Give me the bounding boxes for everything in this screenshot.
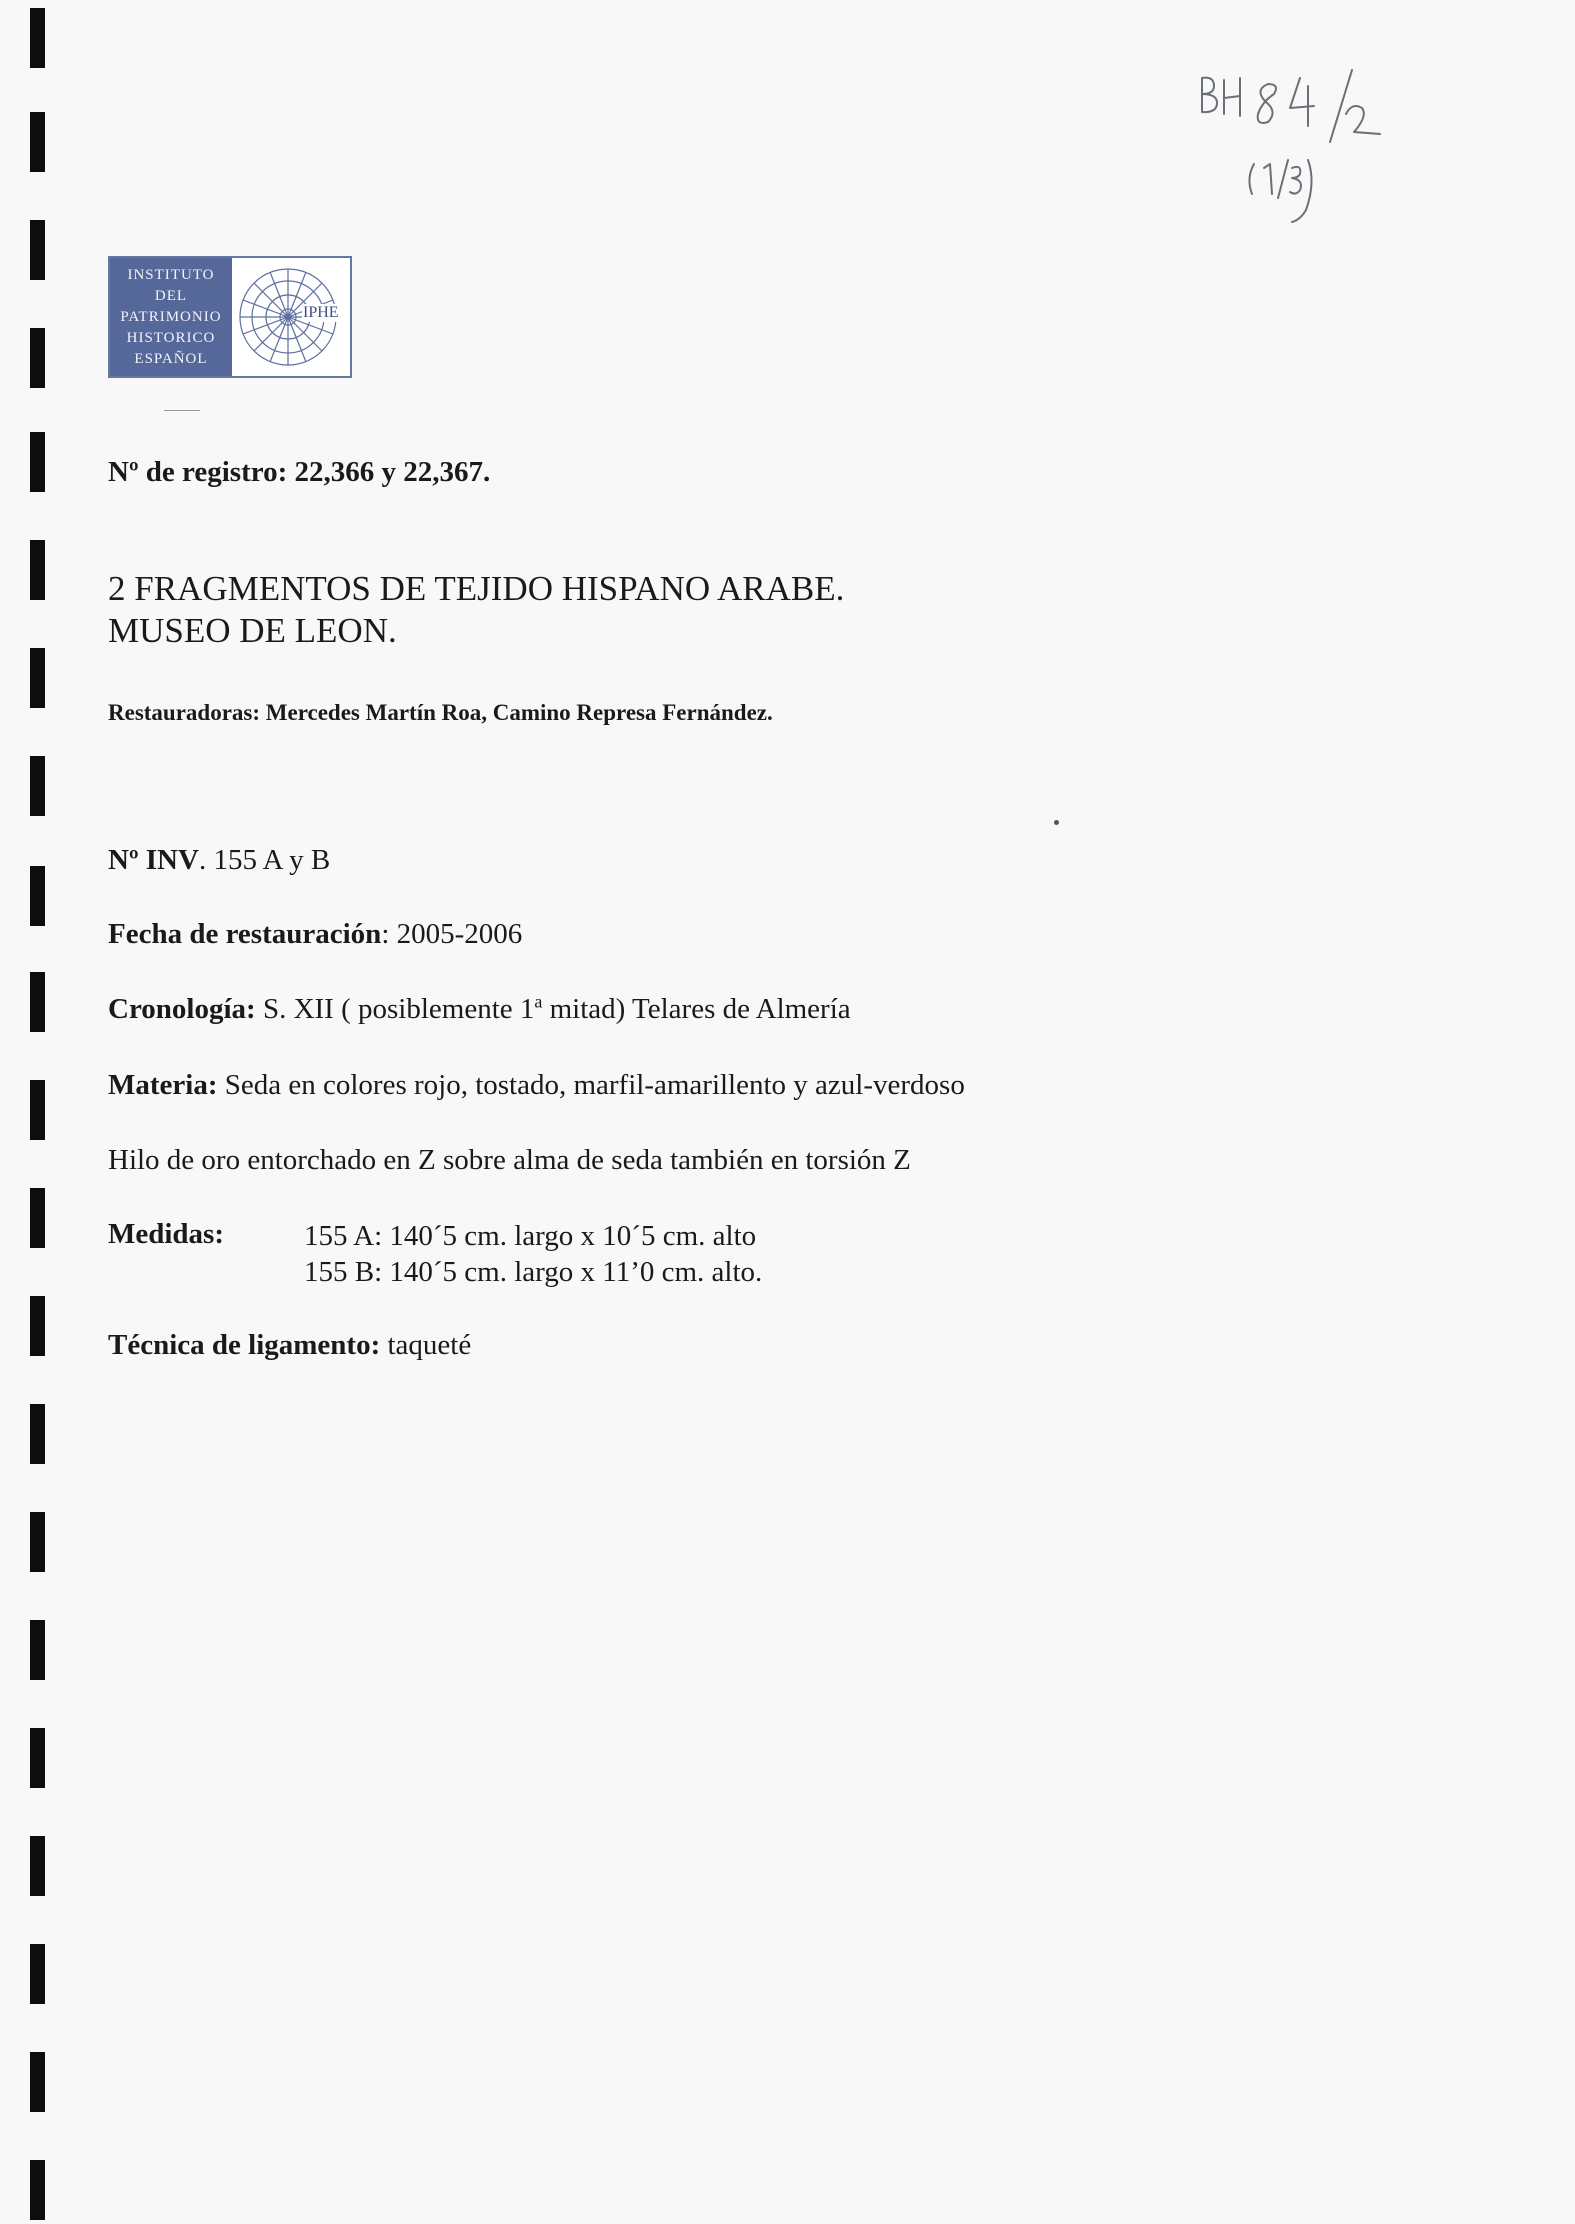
field-value: : 2005-2006 (381, 918, 523, 950)
field-inventory (108, 844, 330, 877)
binding-hole (30, 648, 45, 708)
binding-hole (30, 112, 45, 172)
binding-hole (30, 1836, 45, 1896)
field-thread: Hilo de oro entorchado en Z sobre alma de seda también en torsión Z (108, 1144, 911, 1176)
binding-hole (30, 540, 45, 600)
iphe-logo (108, 256, 352, 378)
binding-hole (30, 432, 45, 492)
field-label: Nº INV (108, 844, 199, 876)
handwritten-note (1180, 60, 1440, 240)
restorers: Restauradoras: Mercedes Martín Roa, Camino Represa Fernández. (108, 700, 773, 725)
scan-speck (1054, 820, 1059, 825)
binding-holes (30, 0, 50, 2224)
scan-speck (164, 410, 200, 411)
title-line: MUSEO DE LEON. (108, 611, 397, 650)
field-chronology (108, 993, 851, 1026)
registration-number: Nº de registro: 22,366 y 22,367. (108, 456, 491, 488)
field-label: Cronología: (108, 993, 256, 1025)
logo-abbreviation: IPHE (303, 304, 339, 321)
document-title (108, 568, 844, 652)
logo-text-block (110, 258, 232, 376)
measurement-values (304, 1218, 762, 1290)
binding-hole (30, 328, 45, 388)
field-value: mitad) Telares de Almería (542, 993, 851, 1025)
binding-hole (30, 220, 45, 280)
binding-hole (30, 2052, 45, 2112)
field-value: S. XII ( posiblemente 1 (255, 993, 535, 1025)
binding-hole (30, 866, 45, 926)
logo-text-line: ESPAÑOL (134, 350, 208, 367)
field-label: Medidas: (108, 1218, 224, 1250)
ordinal-superscript: a (534, 991, 543, 1012)
logo-text-line: DEL (154, 287, 188, 304)
field-material (108, 1069, 965, 1102)
handwritten-note-drawing (1180, 60, 1440, 240)
field-label: Técnica de ligamento: (108, 1329, 381, 1361)
field-label: Fecha de restauración (108, 918, 382, 950)
field-label: Materia: (108, 1069, 218, 1101)
binding-hole (30, 1188, 45, 1248)
title-line: 2 FRAGMENTOS DE TEJIDO HISPANO ARABE. (108, 569, 845, 608)
binding-hole (30, 2160, 45, 2220)
binding-hole (30, 1728, 45, 1788)
binding-hole (30, 972, 45, 1032)
measurement-line: 155 B: 140´5 cm. largo x 11’0 cm. alto. (304, 1256, 763, 1288)
field-restoration-date (108, 918, 522, 951)
logo-text-line: PATRIMONIO (120, 308, 222, 325)
binding-hole (30, 756, 45, 816)
binding-hole (30, 1080, 45, 1140)
binding-hole (30, 1944, 45, 2004)
field-value: . 155 A y B (198, 844, 331, 876)
field-value: Seda en colores rojo, tostado, marfil-amarillento y azul-verdoso (217, 1069, 965, 1101)
compass-rose-icon (232, 258, 350, 376)
field-value: taqueté (380, 1329, 472, 1361)
binding-hole (30, 1404, 45, 1464)
binding-hole (30, 1296, 45, 1356)
binding-hole (30, 1620, 45, 1680)
binding-hole (30, 8, 45, 68)
measurement-line: 155 A: 140´5 cm. largo x 10´5 cm. alto (304, 1220, 757, 1252)
logo-text-line: INSTITUTO (127, 266, 215, 283)
field-weaving-technique (108, 1329, 471, 1362)
logo-text-line: HISTORICO (126, 329, 216, 346)
field-measurements (108, 1218, 762, 1290)
binding-hole (30, 1512, 45, 1572)
